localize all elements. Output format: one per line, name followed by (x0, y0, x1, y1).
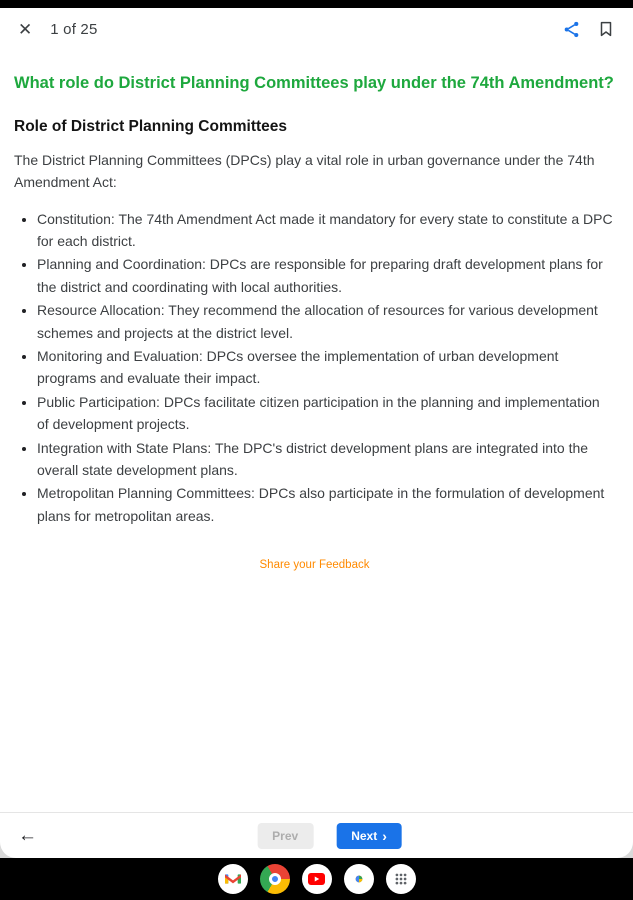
footer-wrap (0, 812, 633, 858)
footer-buttons (257, 823, 402, 849)
chevron-right-icon: › (382, 827, 387, 844)
bullet-item: • Constitution: The 74th Amendment Act made it mandatory for every state to constitute a DPC for each district. (37, 208, 615, 253)
header (0, 8, 633, 50)
reader-app (0, 8, 633, 858)
bullet-item: • Resource Allocation: They recommend the allocation of resources for various development schemes and projects at the district level. (37, 299, 615, 344)
share-icon[interactable] (560, 18, 583, 41)
back-arrow-icon[interactable]: ← (16, 823, 39, 849)
content-area (0, 50, 633, 812)
chrome-icon-center (269, 873, 281, 885)
intro-paragraph: The District Planning Committees (DPCs) play a vital role in urban governance under the 74th Amendment Act: (14, 151, 595, 191)
app-drawer-icon[interactable] (386, 864, 416, 894)
next-button[interactable] (336, 823, 402, 849)
question-title: What role do District Planning Committees play under the 74th Amendment? (14, 74, 614, 92)
chrome-icon[interactable] (260, 864, 290, 894)
bullet-list (14, 208, 615, 527)
bullet-item: • Integration with State Plans: The DPC's district development plans are integrated into the overall state development plans. (37, 437, 615, 482)
page-indicator: 1 of 25 (50, 20, 98, 38)
next-button-label: Next (351, 828, 378, 843)
section-heading: Role of District Planning Committees (14, 117, 288, 135)
share-feedback-link[interactable]: Share your Feedback (259, 559, 370, 572)
taskbar (0, 858, 633, 900)
prev-button[interactable]: Prev (257, 823, 313, 849)
bookmark-icon[interactable] (595, 18, 617, 40)
gmail-icon[interactable] (218, 864, 248, 894)
footer-nav (0, 812, 633, 858)
close-icon[interactable]: ✕ (18, 19, 33, 39)
bullet-item: • Planning and Coordination: DPCs are responsible for preparing draft development plans for the district and coordinating with local authorities. (37, 253, 615, 298)
youtube-icon[interactable] (302, 864, 332, 894)
bullet-item: • Monitoring and Evaluation: DPCs oversee the implementation of urban development programs and evaluate their impact. (37, 345, 615, 390)
bullet-item: • Public Participation: DPCs facilitate citizen participation in the planning and implementation of development projects. (37, 391, 615, 436)
bullet-item: • Metropolitan Planning Committees: DPCs also participate in the formulation of development plans for metropolitan areas. (37, 482, 615, 527)
status-bar (0, 0, 633, 8)
photos-icon[interactable] (344, 864, 374, 894)
